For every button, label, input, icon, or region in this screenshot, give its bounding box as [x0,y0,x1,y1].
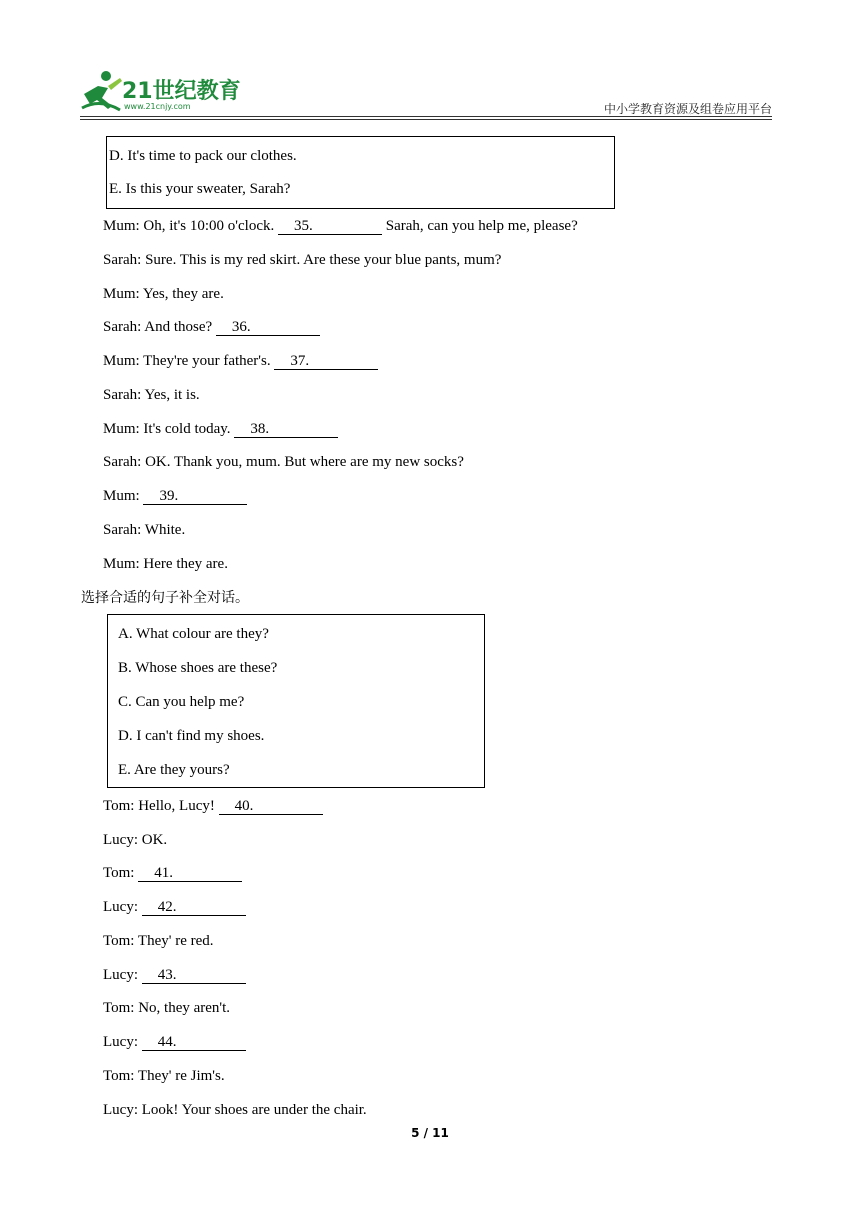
option-e: E. Are they yours? [118,762,230,778]
dialogue-line: Lucy: OK. [103,832,168,848]
answer-blank-43[interactable]: 43. [142,967,246,984]
line-text: Mum: [103,488,144,504]
answer-blank-36[interactable]: 36. [216,319,320,336]
dialogue-line: Sarah: White. [103,522,186,538]
dialogue-line: Sarah: OK. Thank you, mum. But where are my new socks? [103,454,464,470]
answer-blank-40[interactable]: 40. [219,798,323,815]
dialogue-line [103,352,378,370]
runner-logo-icon [80,68,124,114]
line-text: Lucy: [103,899,142,915]
dialogue-line [103,487,247,505]
dialogue-line [103,1033,246,1051]
answer-blank-37[interactable]: 37. [274,353,378,370]
dialogue-line: Sarah: Sure. This is my red skirt. Are these your blue pants, mum? [103,252,502,268]
answer-blank-35[interactable]: 35. [278,218,382,235]
line-text: Mum: Oh, it's 10:00 o'clock. [103,218,278,234]
line-text: Mum: It's cold today. [103,421,235,437]
dialogue-line [103,864,242,882]
answer-blank-38[interactable]: 38. [234,421,338,438]
dialogue-line: Tom: They' re red. [103,933,214,949]
dialogue-line: Tom: No, they aren't. [103,1000,231,1016]
dialogue-line: Tom: They' re Jim's. [103,1068,225,1084]
line-text: Tom: Hello, Lucy! [103,798,219,814]
line-text: Lucy: [103,1034,142,1050]
section-instruction: 选择合适的句子补全对话。 [81,590,249,606]
answer-blank-39[interactable]: 39. [143,488,247,505]
option-c: C. Can you help me? [118,694,245,710]
logo-text: 21世纪教育 [122,79,241,104]
header-platform-name: 中小学教育资源及组卷应用平台 [603,102,772,116]
page-number: 5 / 11 [411,1126,449,1140]
dialogue-line [103,318,320,336]
option-b: B. Whose shoes are these? [118,660,278,676]
logo [80,68,260,114]
dialogue-line [103,966,246,984]
option-a: A. What colour are they? [118,626,269,642]
line-text: Tom: [103,865,139,881]
option-d: D. It's time to pack our clothes. [109,148,297,164]
dialogue-line: Lucy: Look! Your shoes are under the chair. [103,1102,367,1118]
line-text: Sarah: And those? [103,319,216,335]
dialogue-line [103,217,578,235]
line-text: Mum: They're your father's. [103,353,275,369]
header-divider [80,116,772,117]
option-e: E. Is this your sweater, Sarah? [109,181,291,197]
line-text: Sarah, can you help me, please? [381,218,578,234]
line-text: Lucy: [103,967,142,983]
dialogue-line: Mum: Here they are. [103,556,228,572]
header-divider-2 [80,119,772,120]
dialogue-line [103,797,323,815]
option-d: D. I can't find my shoes. [118,728,265,744]
answer-blank-41[interactable]: 41. [138,865,242,882]
dialogue-line: Mum: Yes, they are. [103,286,224,302]
page-header [80,66,772,116]
answer-blank-42[interactable]: 42. [142,899,246,916]
logo-url: www.21cnjy.com [124,102,191,111]
answer-blank-44[interactable]: 44. [142,1034,246,1051]
dialogue-line: Sarah: Yes, it is. [103,387,200,403]
dialogue-line [103,898,246,916]
dialogue-line [103,420,338,438]
